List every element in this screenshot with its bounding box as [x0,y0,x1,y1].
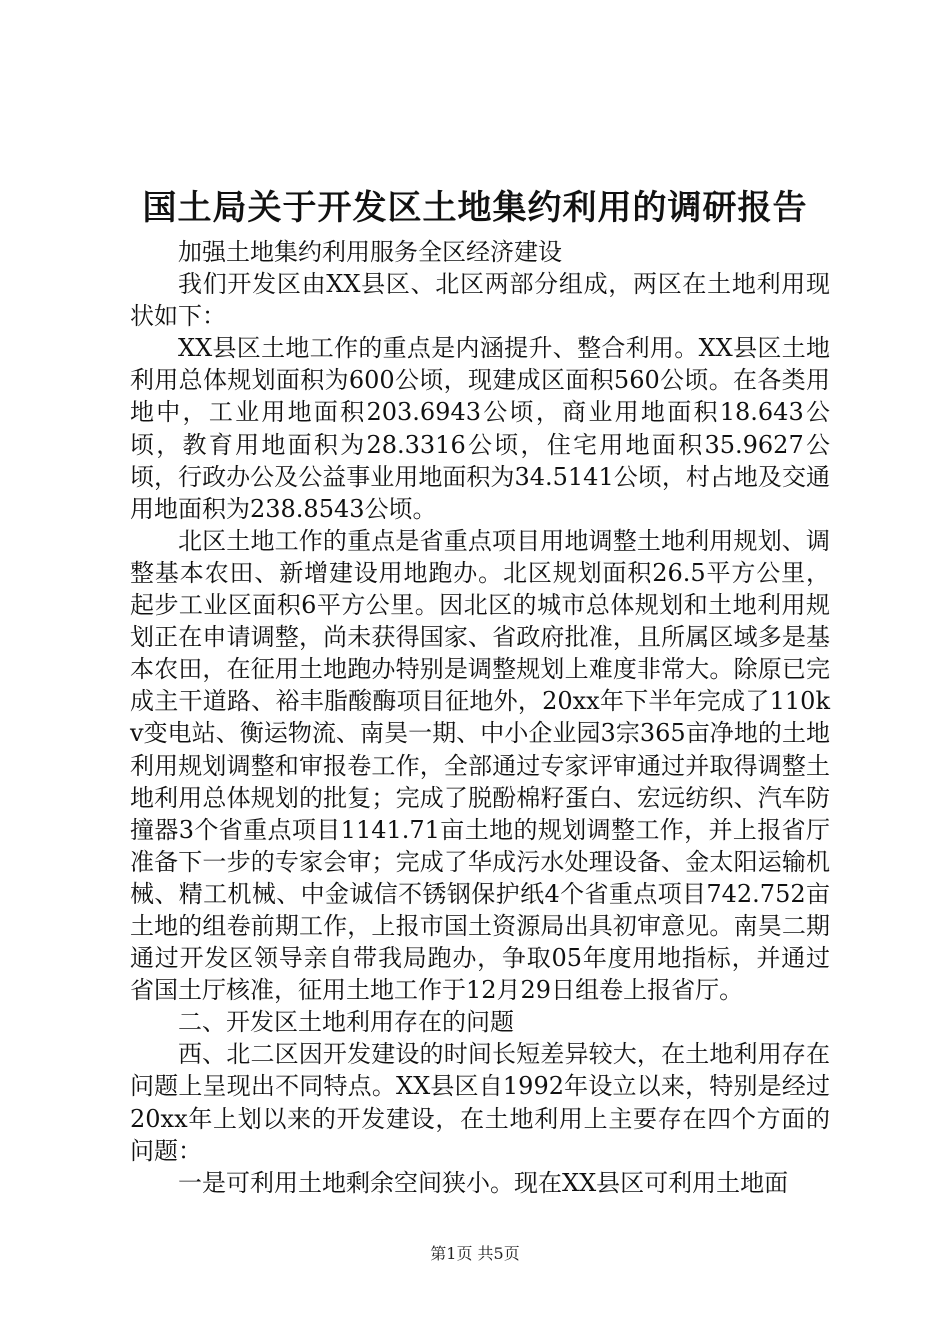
paragraph: 北区土地工作的重点是省重点项目用地调整土地利用规划、调整基本农田、新增建设用地跑办。北区规划面积26.5平方公里，起步工业区面积6平方公里。因北区的城市总体规划和土地利用规划正在申请调整，尚未获得国家、省政府批准，且所属区域多是基本农田，在征用土地跑办特别是调整规划上难度非常大。除原已完成主干道路、裕丰脂酸酶项目征地外，20xx年下半年完成了110kv变电站、衡运物流、南昊一期、中小企业园3宗365亩净地的土地利用规划调整和审报卷工作，全部通过专家评审通过并取得调整土地利用总体规划的批复；完成了脱酚棉籽蛋白、宏远纺织、汽车防撞器3个省重点项目1141.71亩土地的规划调整工作，并上报省厅准备下一步的专家会审；完成了华成污水处理设备、金太阳运输机械、精工机械、中金诚信不锈钢保护纸4个省重点项目742.752亩土地的组卷前期工作，上报市国土资源局出具初审意见。南昊二期通过开发区领导亲自带我局跑办，争取05年度用地指标，并通过省国土厅核准，征用土地工作于12月29日组卷上报省厅。 [130,526,830,1005]
paragraph: XX县区土地工作的重点是内涵提升、整合利用。XX县区土地利用总体规划面积为600公顷，现建成区面积560公顷。在各类用地中，工业用地面积203.6943公顷，商业用地面积18.643公顷，教育用地面积为28.3316公顷，住宅用地面积35.9627公顷，行政办公及公益事业用地面积为34.5141公顷，村占地及交通用地面积为238.8543公顷。 [130,334,830,523]
page-footer: 第1页 共5页 [430,1244,520,1263]
paragraph: 我们开发区由XX县区、北区两部分组成，两区在土地利用现状如下： [130,270,830,331]
paragraph-subtitle: 加强土地集约利用服务全区经济建设 [178,238,562,266]
paragraph: 西、北二区因开发建设的时间长短差异较大，在土地利用存在问题上呈现出不同特点。XX县区自1992年设立以来，特别是经过20xx年上划以来的开发建设，在土地利用上主要存在四个方面的问题： [130,1040,830,1165]
section-heading: 二、开发区土地利用存在的问题 [178,1008,514,1037]
document-title: 国土局关于开发区土地集约利用的调研报告 [142,188,808,228]
paragraph: 一是可利用土地剩余空间狭小。现在XX县区可利用土地面 [178,1168,789,1197]
document-body [130,236,830,1199]
